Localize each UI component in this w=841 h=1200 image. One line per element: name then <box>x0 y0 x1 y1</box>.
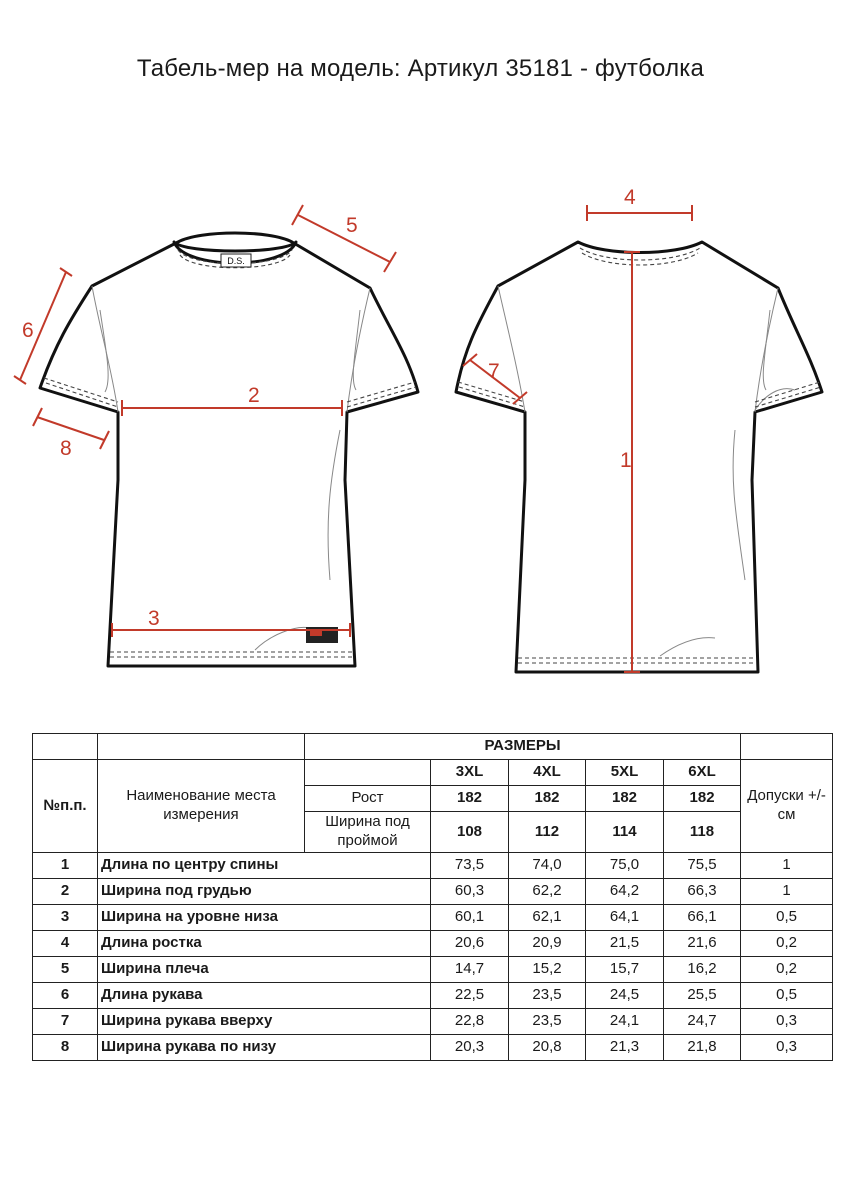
row-name: Ширина рукава вверху <box>98 1009 431 1035</box>
table-row <box>33 1009 833 1035</box>
row-value: 21,5 <box>586 931 664 957</box>
measurement-label-4: 4 <box>624 186 636 209</box>
neck-tag-text: D.S. <box>227 256 245 266</box>
row-tolerance: 0,5 <box>741 905 833 931</box>
row-tolerance: 1 <box>741 853 833 879</box>
row-tolerance: 0,5 <box>741 983 833 1009</box>
row-value: 20,8 <box>509 1035 586 1061</box>
row-name: Длина по центру спины <box>98 853 431 879</box>
height-value: 182 <box>664 786 741 812</box>
row-number: 1 <box>33 853 98 879</box>
page-title: Табель-мер на модель: Артикул 35181 - футболка <box>136 55 705 82</box>
row-number: 6 <box>33 983 98 1009</box>
row-number: 4 <box>33 931 98 957</box>
table-row <box>33 983 833 1009</box>
row-value: 75,5 <box>664 853 741 879</box>
table-row <box>33 931 833 957</box>
height-value: 182 <box>509 786 586 812</box>
height-value: 182 <box>431 786 509 812</box>
row-value: 60,1 <box>431 905 509 931</box>
row-value: 16,2 <box>664 957 741 983</box>
tshirt-front-outline <box>40 233 418 666</box>
size-header: 6XL <box>664 760 741 786</box>
row-value: 64,2 <box>586 879 664 905</box>
table-header-row <box>33 734 833 760</box>
table-row <box>33 879 833 905</box>
row-value: 24,1 <box>586 1009 664 1035</box>
row-number: 7 <box>33 1009 98 1035</box>
row-name: Длина ростка <box>98 931 431 957</box>
row-value: 22,5 <box>431 983 509 1009</box>
height-value: 182 <box>586 786 664 812</box>
measurement-label-5: 5 <box>346 214 358 237</box>
row-value: 62,2 <box>509 879 586 905</box>
row-number: 5 <box>33 957 98 983</box>
row-name: Ширина на уровне низа <box>98 905 431 931</box>
row-name: Ширина под грудью <box>98 879 431 905</box>
measurement-label-6: 6 <box>22 319 34 342</box>
row-value: 20,3 <box>431 1035 509 1061</box>
tshirt-back-diagram <box>430 180 841 680</box>
name-header: Наименование места измерения <box>98 760 305 853</box>
row-tolerance: 0,3 <box>741 1035 833 1061</box>
chest-value: 112 <box>509 812 586 853</box>
measurement-label-2: 2 <box>248 384 260 407</box>
row-tolerance: 1 <box>741 879 833 905</box>
size-header: 3XL <box>431 760 509 786</box>
chest-value: 108 <box>431 812 509 853</box>
row-value: 21,3 <box>586 1035 664 1061</box>
row-value: 24,5 <box>586 983 664 1009</box>
row-value: 24,7 <box>664 1009 741 1035</box>
row-value: 15,2 <box>509 957 586 983</box>
row-tolerance: 0,3 <box>741 1009 833 1035</box>
row-name: Длина рукава <box>98 983 431 1009</box>
sizes-header: РАЗМЕРЫ <box>305 734 741 760</box>
chest-value: 118 <box>664 812 741 853</box>
row-value: 23,5 <box>509 983 586 1009</box>
table-row <box>33 905 833 931</box>
table-row <box>33 1035 833 1061</box>
row-number: 3 <box>33 905 98 931</box>
row-value: 20,9 <box>509 931 586 957</box>
row-tolerance: 0,2 <box>741 931 833 957</box>
row-value: 23,5 <box>509 1009 586 1035</box>
row-value: 21,8 <box>664 1035 741 1061</box>
row-value: 66,3 <box>664 879 741 905</box>
height-label: Рост <box>305 786 431 812</box>
row-value: 66,1 <box>664 905 741 931</box>
num-header: №п.п. <box>33 760 98 853</box>
tshirt-back-outline <box>456 242 822 672</box>
row-value: 62,1 <box>509 905 586 931</box>
chest-value: 114 <box>586 812 664 853</box>
row-value: 25,5 <box>664 983 741 1009</box>
row-tolerance: 0,2 <box>741 957 833 983</box>
chest-label: Ширина под проймой <box>305 812 431 853</box>
row-number: 2 <box>33 879 98 905</box>
size-table <box>32 733 833 1061</box>
row-value: 74,0 <box>509 853 586 879</box>
row-value: 64,1 <box>586 905 664 931</box>
size-header: 4XL <box>509 760 586 786</box>
row-name: Ширина плеча <box>98 957 431 983</box>
tolerance-header: Допуски +/- см <box>741 760 833 853</box>
row-value: 14,7 <box>431 957 509 983</box>
table-row <box>33 957 833 983</box>
measurement-label-3: 3 <box>148 607 160 630</box>
row-number: 8 <box>33 1035 98 1061</box>
measurement-label-8: 8 <box>60 437 72 460</box>
row-value: 15,7 <box>586 957 664 983</box>
tshirt-front-diagram <box>0 180 430 680</box>
row-value: 73,5 <box>431 853 509 879</box>
row-value: 60,3 <box>431 879 509 905</box>
table-row <box>33 853 833 879</box>
row-value: 20,6 <box>431 931 509 957</box>
row-value: 21,6 <box>664 931 741 957</box>
table-header-row <box>33 760 833 786</box>
row-value: 22,8 <box>431 1009 509 1035</box>
measurement-label-7: 7 <box>488 360 500 383</box>
row-value: 75,0 <box>586 853 664 879</box>
measurement-label-1: 1 <box>620 449 632 472</box>
size-header: 5XL <box>586 760 664 786</box>
row-name: Ширина рукава по низу <box>98 1035 431 1061</box>
